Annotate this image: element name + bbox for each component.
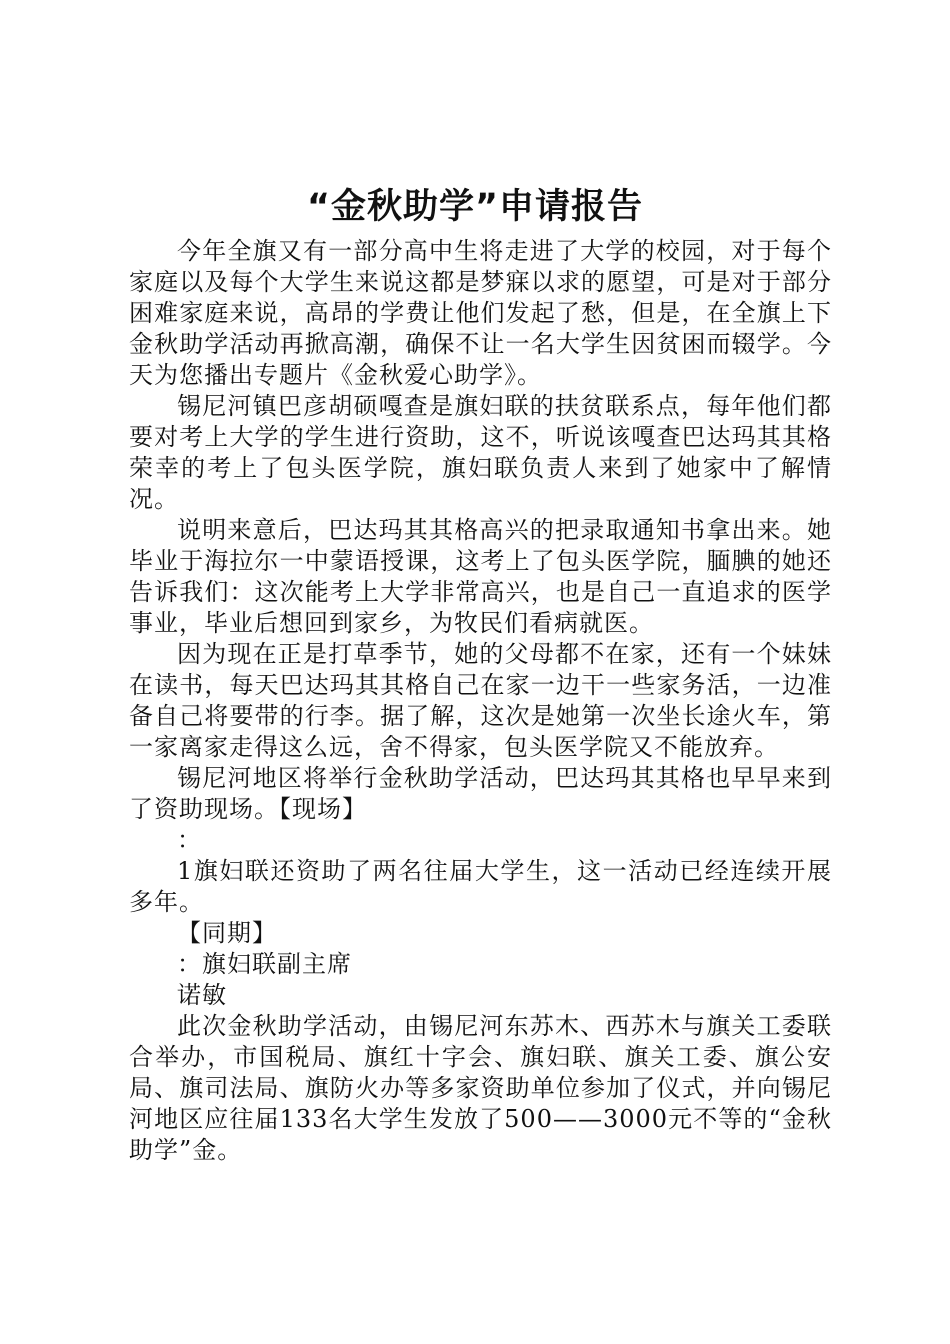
document-title: “金秋助学”申请报告 [306, 187, 643, 227]
speaker-name: 诺敏 [177, 981, 227, 1009]
paragraph-intro: 今年全旗又有一部分高中生将走进了大学的校园，对于每个家庭以及每个大学生来说这都是梦寐以求的愿望，可是对于部分困难家庭来说，高昂的学费让他们发起了愁，但是，在全旗上下金秋助学活动再掀高潮，确保不让一名大学生因贫困而辍学。今天为您播出专题片《金秋爱心助学》。 [129, 237, 832, 389]
paragraph-poverty-contact: 锡尼河镇巴彦胡硕嘎查是旗妇联的扶贫联系点，每年他们都要对考上大学的学生进行资助，这不，听说该嘎查巴达玛其其格荣幸的考上了包头医学院，旗妇联负责人来到了她家中了解情况。 [129, 392, 832, 513]
paragraph-family: 因为现在正是打草季节，她的父母都不在家，还有一个妹妹在读书，每天巴达玛其其格自己在家一边干一些家务活，一边准备自己将要带的行李。据了解，这次是她第一次坐长途火车，第一家离家走得这么远，舍不得家，包头医学院又不能放弃。 [129, 640, 832, 761]
paragraph-closing: 此次金秋助学活动，由锡尼河东苏木、西苏木与旗关工委联合举办，市国税局、旗红十字会、旗妇联、旗关工委、旗公安局、旗司法局、旗防火办等多家资助单位参加了仪式，并向锡尼河地区应往届133名大学生发放了500——3000元不等的“金秋助学”金。 [129, 1012, 832, 1164]
speaker-title: ：旗妇联副主席 [177, 950, 352, 978]
paragraph-event: 锡尼河地区将举行金秋助学活动，巴达玛其其格也早早来到了资助现场。【现场】 [129, 764, 832, 823]
paragraph-admission: 说明来意后，巴达玛其其格高兴的把录取通知书拿出来。她毕业于海拉尔一中蒙语授课，这考上了包头医学院，腼腆的她还告诉我们：这次能考上大学非常高兴，也是自己一直追求的医学事业，毕业后想回到家乡，为牧民们看病就医。 [129, 516, 832, 637]
document-body [129, 236, 832, 1166]
colon-line: ： [177, 826, 202, 854]
tongqi-label: 【同期】 [177, 919, 277, 947]
paragraph-past-students: 1旗妇联还资助了两名往届大学生，这一活动已经连续开展多年。 [129, 857, 832, 916]
